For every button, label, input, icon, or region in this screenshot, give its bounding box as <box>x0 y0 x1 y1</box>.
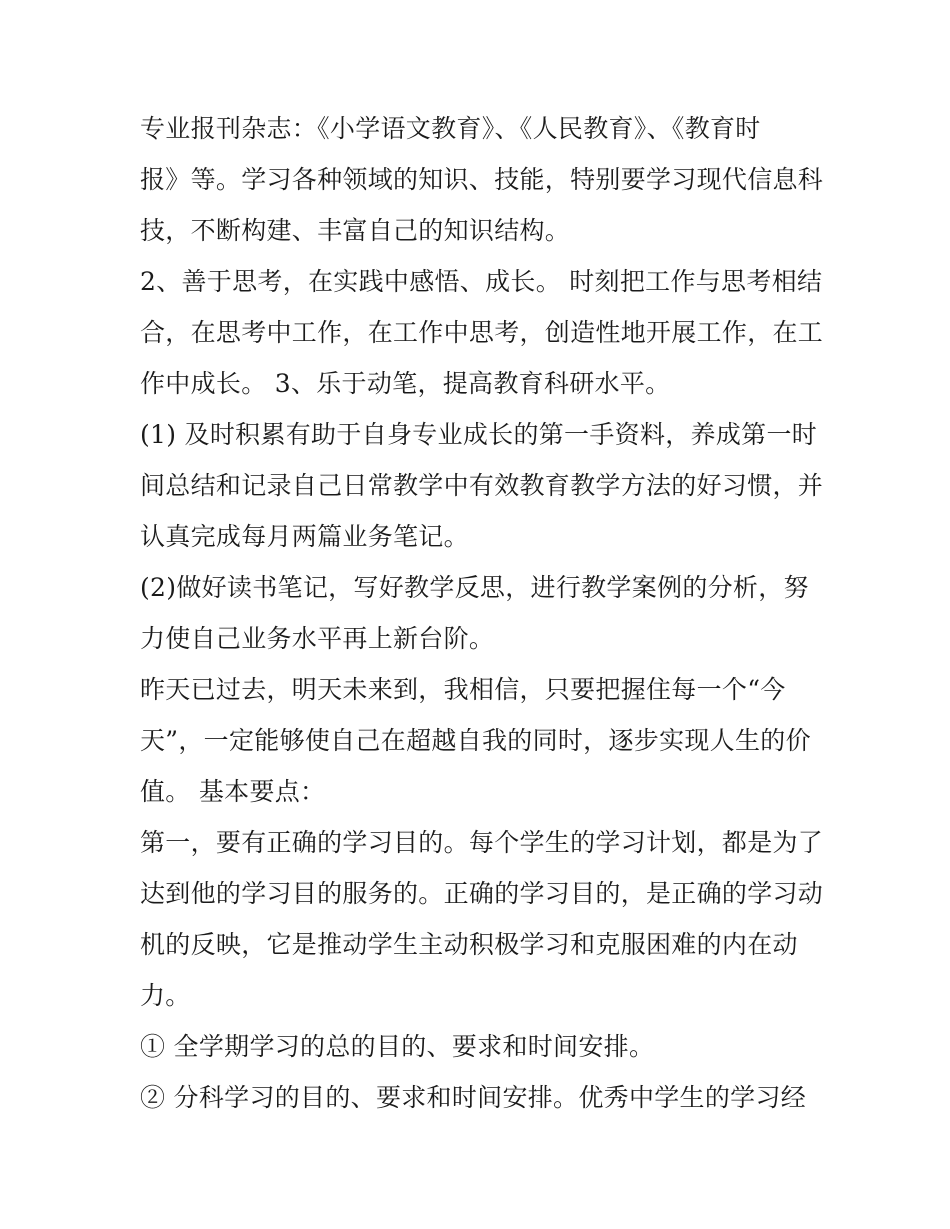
text-line: (2)做好读书笔记，写好教学反思，进行教学案例的分析，努 <box>140 573 809 602</box>
text-line: 2、善于思考，在实践中感悟、成长。 时刻把工作与思考相结 <box>140 267 823 296</box>
text-line: 天”，一定能够使自己在超越自我的同时，逐步实现人生的价 <box>140 726 811 755</box>
text-line: 第一，要有正确的学习目的。每个学生的学习计划，都是为了 <box>140 828 824 857</box>
text-line: (1) 及时积累有助于自身专业成长的第一手资料，养成第一时 <box>140 420 818 449</box>
text-line: 技，不断构建、丰富自己的知识结构。 <box>140 216 571 245</box>
text-line: ② 分科学习的目的、要求和时间安排。优秀中学生的学习经 <box>140 1083 807 1112</box>
text-line: 昨天已过去，明天未来到，我相信，只要把握住每一个“今 <box>140 675 786 704</box>
text-line: 认真完成每月两篇业务笔记。 <box>140 522 469 551</box>
text-line: 力使自己业务水平再上新台阶。 <box>140 624 495 653</box>
text-line: 作中成长。 3、乐于动笔，提高教育科研水平。 <box>140 369 671 398</box>
text-line: ① 全学期学习的总的目的、要求和时间安排。 <box>140 1032 655 1061</box>
text-line: 报》等。学习各种领域的知识、技能，特别要学习现代信息科 <box>140 165 824 194</box>
text-line: 力。 <box>140 981 191 1010</box>
text-line: 达到他的学习目的服务的。正确的学习目的，是正确的学习动 <box>140 879 824 908</box>
text-line: 间总结和记录自己日常教学中有效教育教学方法的好习惯，并 <box>140 471 824 500</box>
text-line: 合，在思考中工作，在工作中思考，创造性地开展工作，在工 <box>140 318 824 347</box>
text-line: 值。 基本要点： <box>140 777 326 806</box>
text-line: 专业报刊杂志：《小学语文教育》、《人民教育》、《教育时 <box>140 114 761 143</box>
body-text <box>140 103 824 1123</box>
text-line: 机的反映，它是推动学生主动积极学习和克服困难的内在动 <box>140 930 798 959</box>
